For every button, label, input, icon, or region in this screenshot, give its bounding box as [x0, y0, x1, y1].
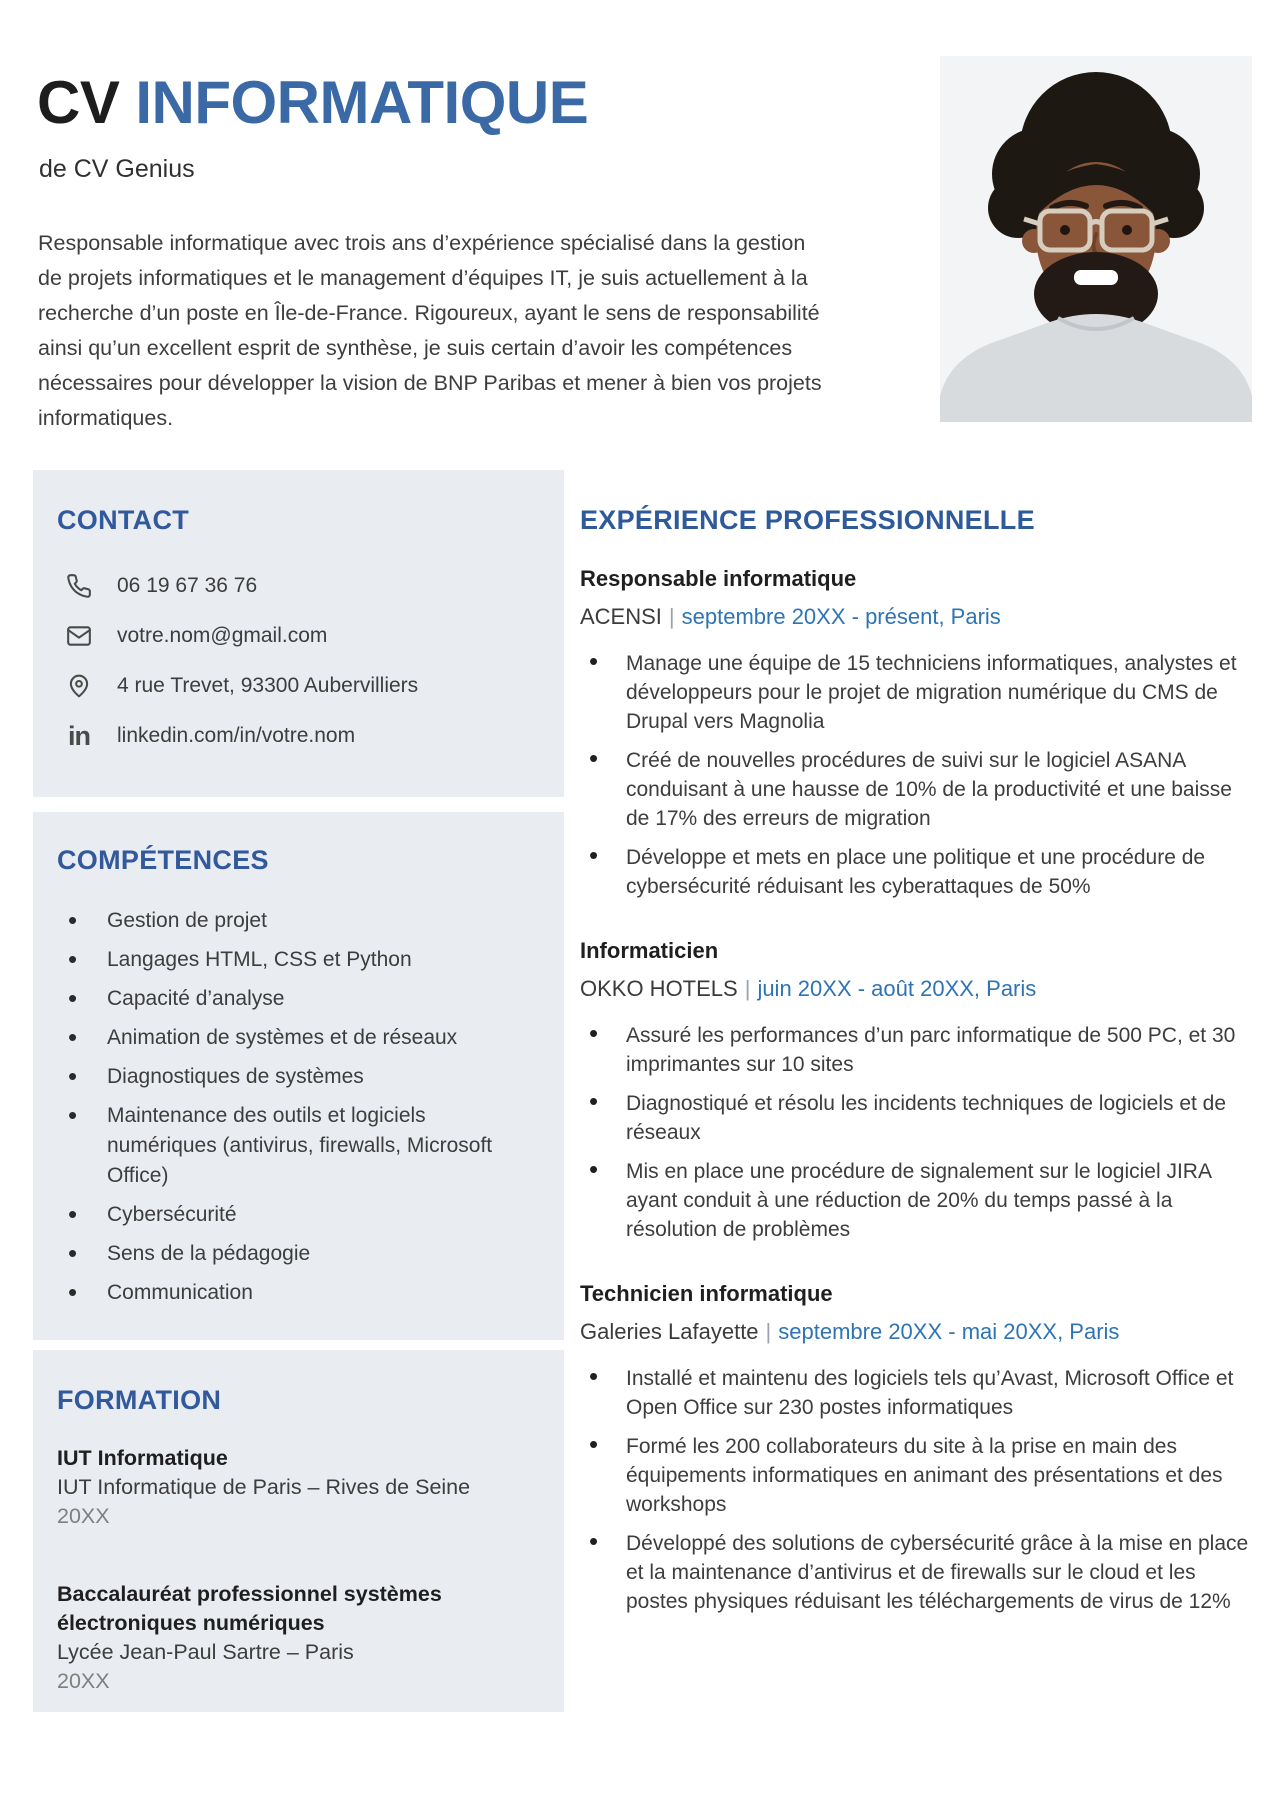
- job-subline: [580, 603, 1252, 631]
- school-name: IUT Informatique de Paris – Rives de Seine: [57, 1475, 471, 1499]
- company-name: Galeries Lafayette: [580, 1319, 759, 1344]
- phone-number: 06 19 67 36 76: [117, 574, 258, 597]
- job-entry: [580, 937, 1252, 1244]
- skills-section: [33, 812, 564, 1340]
- location-icon: [63, 670, 95, 702]
- bullet-item: • Assuré les performances d’un parc informatique de 500 PC, et 30 imprimantes sur 10 sites: [580, 1021, 1252, 1079]
- education-heading: FORMATION: [57, 1385, 222, 1415]
- skills-heading: COMPÉTENCES: [57, 845, 269, 875]
- bullet-item: • Développe et mets en place une politique et une procédure de cybersécurité réduisant les cyberattaques de 50%: [580, 843, 1252, 901]
- job-dates: juin 20XX - août 20XX, Paris: [757, 976, 1037, 1001]
- degree-name: IUT Informatique: [57, 1446, 228, 1470]
- contact-row-phone: [57, 569, 538, 603]
- bullet-item: • Diagnostiqué et résolu les incidents techniques de logiciels et de réseaux: [580, 1089, 1252, 1147]
- contact-heading: CONTACT: [57, 505, 190, 535]
- skill-item: • Maintenance des outils et logiciels numériques (antivirus, firewalls, Microsoft Office): [57, 1101, 538, 1191]
- job-bullets: [580, 1364, 1252, 1616]
- subtitle: de CV Genius: [39, 155, 195, 183]
- job-dates: septembre 20XX - présent, Paris: [681, 604, 1001, 629]
- graduation-year: 20XX: [57, 1669, 110, 1693]
- separator: |: [744, 976, 751, 1001]
- company-name: ACENSI: [580, 604, 662, 629]
- job-bullets: [580, 649, 1252, 901]
- experience-section: [580, 503, 1252, 1626]
- title-main: INFORMATIQUE: [135, 69, 589, 136]
- skill-item: • Animation de systèmes et de réseaux: [57, 1023, 538, 1053]
- address: 4 rue Trevet, 93300 Aubervilliers: [117, 674, 419, 697]
- linkedin-icon: in: [68, 721, 90, 751]
- graduation-year: 20XX: [57, 1504, 110, 1528]
- contact-row-linkedin: [57, 719, 538, 753]
- bullet-item: • Créé de nouvelles procédures de suivi sur le logiciel ASANA conduisant à une hausse de 10% de la productivité et une baisse de 17% des erreurs de migration: [580, 746, 1252, 833]
- email-address: votre.nom@gmail.com: [117, 624, 328, 647]
- job-title: Responsable informatique: [580, 566, 857, 591]
- phone-icon: [63, 570, 95, 602]
- job-bullets: [580, 1021, 1252, 1244]
- skill-item: • Langages HTML, CSS et Python: [57, 945, 538, 975]
- linkedin-url: linkedin.com/in/votre.nom: [117, 724, 356, 747]
- profile-summary: Responsable informatique avec trois ans d’expérience spécialisé dans la gestion de projets informatiques et le management d’équipes IT, je suis actuellement à la recherche d’un poste en Île-de-France. Rigoureux, ayant le sens de responsabilité ainsi qu’un excellent esprit de synthèse, je suis certain d’avoir les compétences nécessaires pour développer la vision de BNP Paribas et mener à bien vos projets informatiques.: [38, 231, 822, 430]
- skill-item: • Communication: [57, 1278, 538, 1308]
- job-title: Informaticien: [580, 938, 719, 963]
- contact-list: [57, 569, 538, 753]
- education-section: [33, 1350, 564, 1712]
- education-entry: [57, 1444, 538, 1531]
- job-entry: [580, 565, 1252, 901]
- skill-item: • Diagnostiques de systèmes: [57, 1062, 538, 1092]
- job-title: Technicien informatique: [580, 1281, 833, 1306]
- bullet-item: • Développé des solutions de cybersécurité grâce à la mise en place et la maintenance d’antivirus et de firewalls sur le cloud et les postes physiques réduisant les téléchargements de virus de 12%: [580, 1529, 1252, 1616]
- school-name: Lycée Jean-Paul Sartre – Paris: [57, 1640, 354, 1664]
- skill-item: • Cybersécurité: [57, 1200, 538, 1230]
- profile-photo: [940, 56, 1252, 422]
- education-entry: [57, 1580, 538, 1696]
- company-name: OKKO HOTELS: [580, 976, 738, 1001]
- skill-item: • Gestion de projet: [57, 906, 538, 936]
- contact-row-email: [57, 619, 538, 653]
- job-entry: [580, 1280, 1252, 1616]
- separator: |: [668, 604, 675, 629]
- bullet-item: • Installé et maintenu des logiciels tels qu’Avast, Microsoft Office et Open Office sur 230 postes informatiques: [580, 1364, 1252, 1422]
- job-dates: septembre 20XX - mai 20XX, Paris: [778, 1319, 1120, 1344]
- separator: |: [765, 1319, 772, 1344]
- contact-section: [33, 470, 564, 797]
- job-subline: [580, 1318, 1252, 1346]
- bullet-item: • Mis en place une procédure de signalement sur le logiciel JIRA ayant conduit à une réduction de 20% du temps passé à la résolution de problèmes: [580, 1157, 1252, 1244]
- skill-item: • Capacité d’analyse: [57, 984, 538, 1014]
- bullet-item: • Manage une équipe de 15 techniciens informatiques, analystes et développeurs pour le projet de migration numérique du CMS de Drupal vers Magnolia: [580, 649, 1252, 736]
- contact-row-address: [57, 669, 538, 703]
- bullet-item: • Formé les 200 collaborateurs du site à la prise en main des équipements informatiques en animant des présentations et des workshops: [580, 1432, 1252, 1519]
- skill-item: • Sens de la pédagogie: [57, 1239, 538, 1269]
- skills-list: [57, 906, 538, 1308]
- page-title: [37, 70, 588, 136]
- email-icon: [63, 620, 95, 652]
- title-prefix: CV: [37, 69, 120, 136]
- experience-heading: EXPÉRIENCE PROFESSIONNELLE: [580, 505, 1035, 535]
- degree-name: Baccalauréat professionnel systèmes électroniques numériques: [57, 1582, 442, 1635]
- job-subline: [580, 975, 1252, 1003]
